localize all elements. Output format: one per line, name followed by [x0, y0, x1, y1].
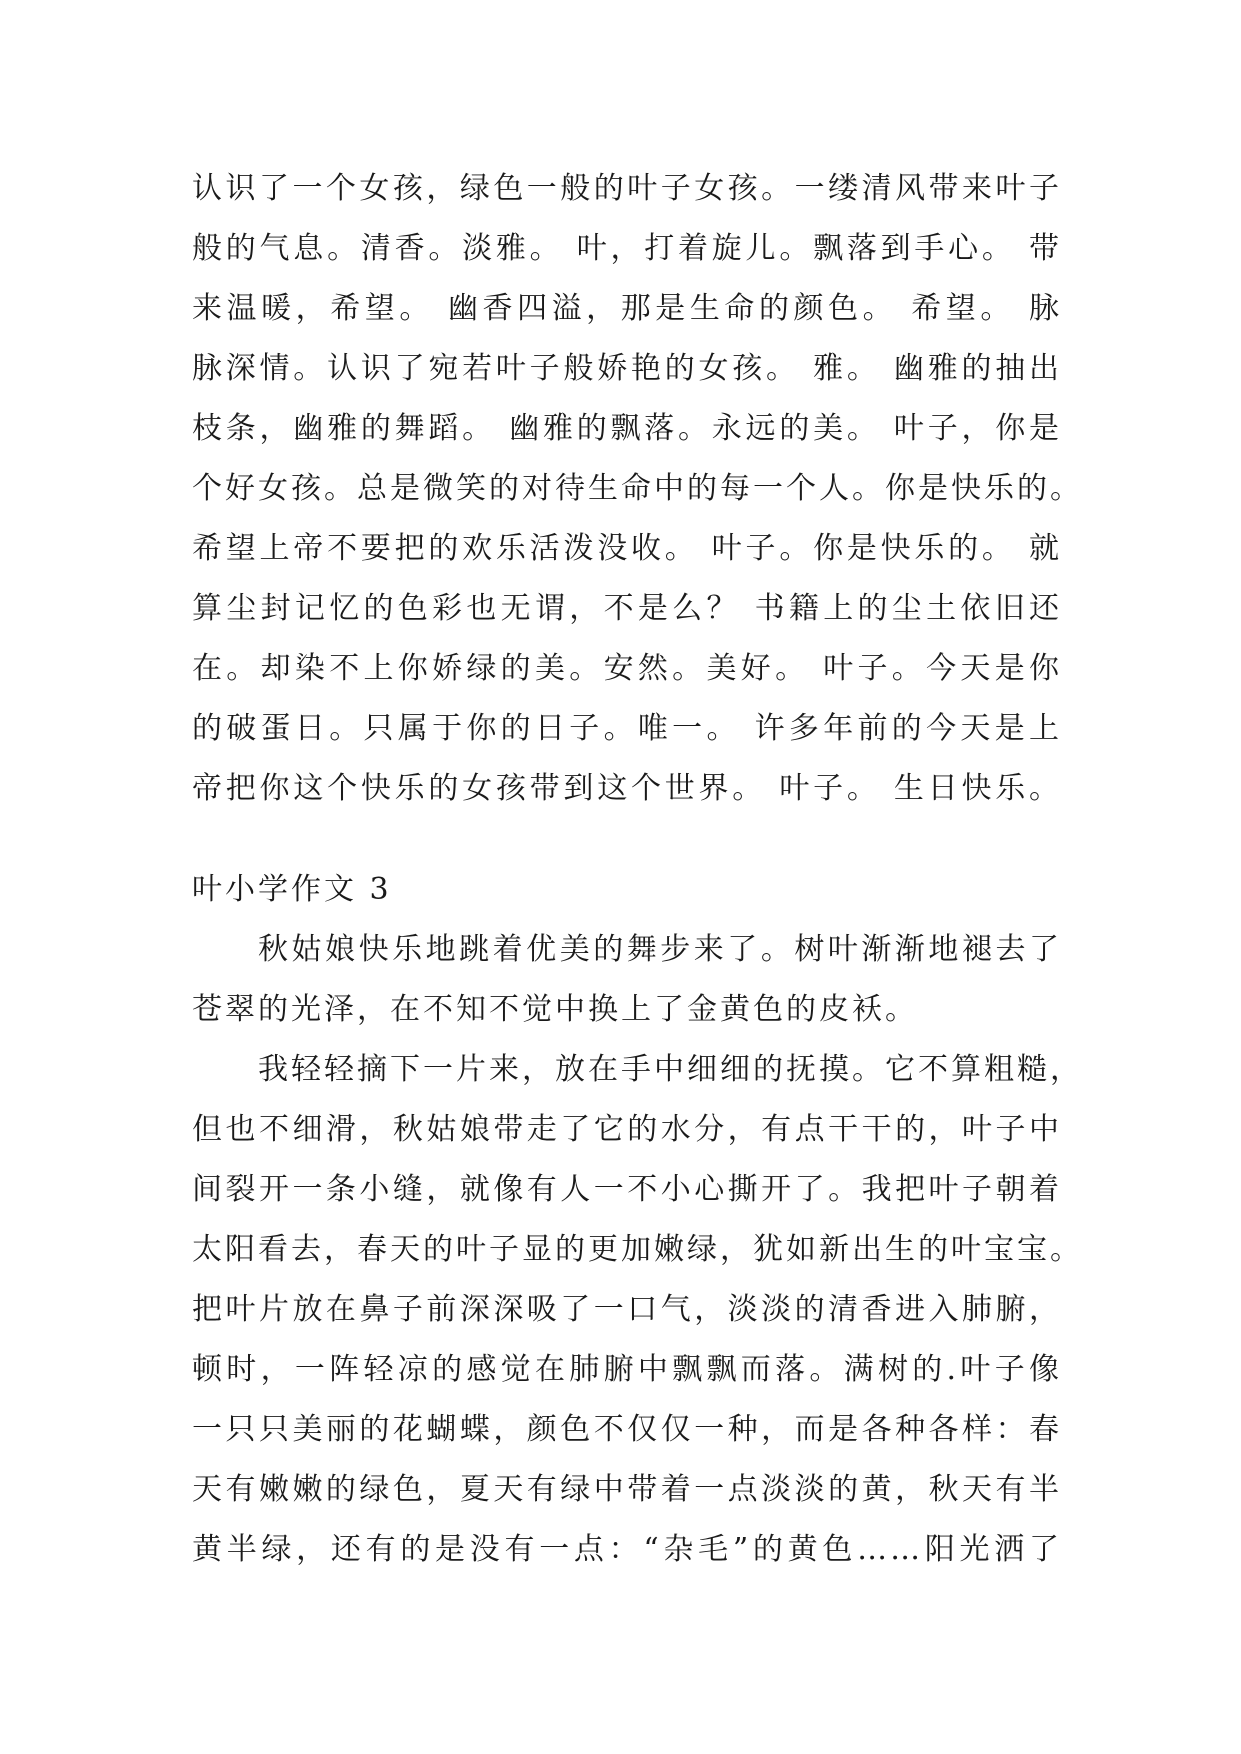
text-line: 脉深情。认识了宛若叶子般娇艳的女孩。 雅。 幽雅的抽出 — [192, 351, 1062, 386]
passage-2 — [192, 920, 1083, 1580]
text-line: 认识了一个女孩，绿色一般的叶子女孩。一缕清风带来叶子 — [192, 171, 1062, 206]
text-line: 个好女孩。总是微笑的对待生命中的每一个人。你是快乐的。 — [192, 471, 1083, 506]
paragraph-last-line: 苍翠的光泽，在不知不觉中换上了金黄色的皮袄。 — [192, 992, 918, 1027]
paragraph-first-line: 我轻轻摘下一片来，放在手中细细的抚摸。它不算粗糙， — [258, 1052, 1083, 1087]
text-line: 在。却染不上你娇绿的美。安然。美好。 叶子。今天是你 — [192, 651, 1062, 686]
text-line: 来温暖，希望。 幽香四溢，那是生命的颜色。 希望。 脉 — [192, 291, 1062, 326]
text-line: 的破蛋日。只属于你的日子。唯一。 许多年前的今天是上 — [192, 711, 1062, 746]
text-line: 一只只美丽的花蝴蝶，颜色不仅仅一种，而是各种各样：春 — [192, 1412, 1062, 1447]
passage-1 — [192, 159, 1083, 819]
text-line: 枝条，幽雅的舞蹈。 幽雅的飘落。永远的美。 叶子，你是 — [192, 411, 1062, 446]
text-line: 但也不细滑，秋姑娘带走了它的水分，有点干干的，叶子中 — [192, 1112, 1062, 1147]
text-line: 算尘封记忆的色彩也无谓，不是么？ 书籍上的尘土依旧还 — [192, 591, 1062, 626]
text-line: 间裂开一条小缝，就像有人一不小心撕开了。我把叶子朝着 — [192, 1172, 1062, 1207]
text-line: 太阳看去，春天的叶子显的更加嫩绿，犹如新出生的叶宝宝。 — [192, 1232, 1083, 1267]
text-line: 把叶片放在鼻子前深深吸了一口气，淡淡的清香进入肺腑， — [192, 1292, 1062, 1327]
text-line: 黄半绿，还有的是没有一点：“杂毛”的黄色……阳光洒了 — [192, 1532, 1062, 1567]
section-heading: 叶小学作文 3 — [192, 872, 392, 907]
text-line: 天有嫩嫩的绿色，夏天有绿中带着一点淡淡的黄，秋天有半 — [192, 1472, 1062, 1507]
text-line: 帝把你这个快乐的女孩带到这个世界。 叶子。 生日快乐。 — [192, 771, 1062, 806]
paragraph-first-line: 秋姑娘快乐地跳着优美的舞步来了。树叶渐渐地褪去了 — [258, 932, 1062, 967]
text-line: 顿时，一阵轻凉的感觉在肺腑中飘飘而落。满树的.叶子像 — [192, 1352, 1062, 1387]
text-line: 希望上帝不要把的欢乐活泼没收。 叶子。你是快乐的。 就 — [192, 531, 1062, 566]
text-line: 般的气息。清香。淡雅。 叶，打着旋儿。飘落到手心。 带 — [192, 231, 1062, 266]
